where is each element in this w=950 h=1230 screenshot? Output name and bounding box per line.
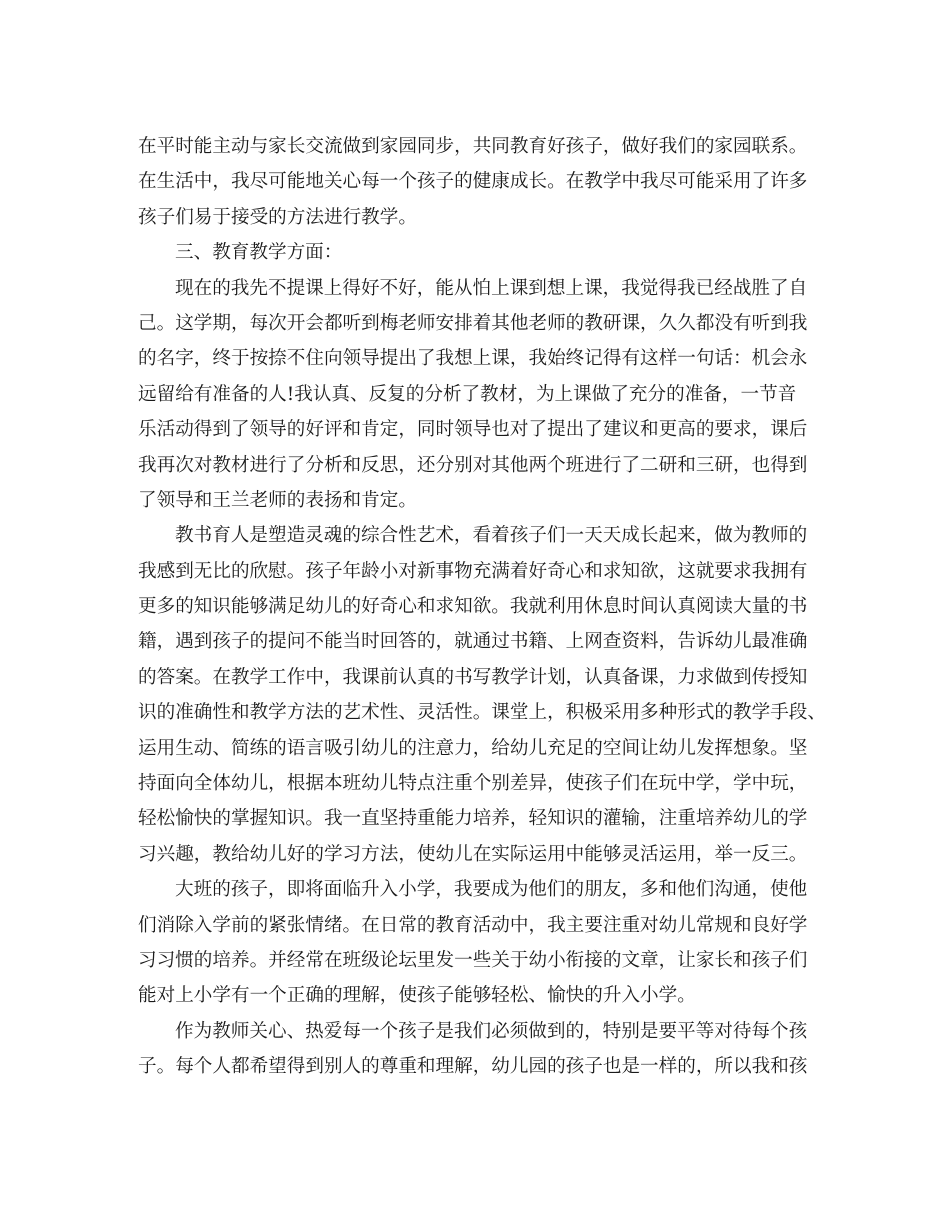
text-line: 现在的我先不提课上得好不好，能从怕上课到想上课，我觉得我已经战胜了自 — [175, 277, 808, 299]
text-line: 在平时能主动与家长交流做到家园同步，共同教育好孩子，做好我们的家园联系。 — [138, 136, 808, 157]
text-line: 我感到无比的欣慰。孩子年龄小对新事物充满着好奇心和求知欲，这就要求我拥有 — [138, 560, 808, 582]
text-line: 子。每个人都希望得到别人的尊重和理解，幼儿园的孩子也是一样的，所以我和孩 — [138, 1056, 808, 1078]
text-line: 己。这学期，每次开会都听到梅老师安排着其他老师的教研课，久久都没有听到我 — [138, 312, 808, 334]
text-line: 作为教师关心、热爱每一个孩子是我们必须做到的，特别是要平等对待每个孩 — [175, 1020, 808, 1042]
text-line: 大班的孩子，即将面临升入小学，我要成为他们的朋友，多和他们沟通，使他 — [175, 879, 808, 901]
text-line: 乐活动得到了领导的好评和肯定，同时领导也对了提出了建议和更高的要求，课后 — [138, 419, 808, 441]
document-body — [138, 129, 826, 1085]
text-line: 远留给有准备的人!我认真、反复的分析了教材，为上课做了充分的准备，一节音 — [138, 383, 797, 405]
text-line: 孩子们易于接受的方法进行教学。 — [138, 206, 417, 228]
text-line: 识的准确性和教学方法的艺术性、灵活性。课堂上，积极采用多种形式的教学手段、 — [138, 702, 826, 724]
text-line: 的名字，终于按捺不住向领导提出了我想上课，我始终记得有这样一句话：机会永 — [138, 348, 808, 370]
text-line: 们消除入学前的紧张情绪。在日常的教育活动中，我主要注重对幼儿常规和良好学 — [138, 914, 808, 936]
text-line: 我再次对教材进行了分析和反思，还分别对其他两个班进行了二研和三研，也得到 — [138, 454, 808, 476]
text-line: 习习惯的培养。并经常在班级论坛里发一些关于幼小衔接的文章，让家长和孩子们 — [138, 949, 808, 971]
text-line: 三、教育教学方面： — [175, 242, 343, 264]
text-line: 的答案。在教学工作中，我课前认真的书写教学计划，认真备课，力求做到传授知 — [138, 666, 808, 688]
text-line: 在生活中，我尽可能地关心每一个孩子的健康成长。在教学中我尽可能采用了许多 — [138, 171, 808, 193]
text-line: 习兴趣，教给幼儿好的学习方法，使幼儿在实际运用中能够灵活运用，举一反三。 — [138, 843, 808, 865]
text-line: 更多的知识能够满足幼儿的好奇心和求知欲。我就利用休息时间认真阅读大量的书 — [138, 596, 808, 618]
text-line: 轻松愉快的掌握知识。我一直坚持重能力培养，轻知识的灌输，注重培养幼儿的学 — [138, 808, 808, 830]
text-line: 运用生动、简练的语言吸引幼儿的注意力，给幼儿充足的空间让幼儿发挥想象。坚 — [138, 737, 808, 759]
text-line: 籍，遇到孩子的提问不能当时回答的，就通过书籍、上网查资料，告诉幼儿最准确 — [138, 631, 808, 653]
text-line: 教书育人是塑造灵魂的综合性艺术，看着孩子们一天天成长起来，做为教师的 — [175, 525, 808, 547]
text-line: 能对上小学有一个正确的理解，使孩子能够轻松、愉快的升入小学。 — [138, 985, 696, 1007]
text-line: 了领导和王兰老师的表扬和肯定。 — [138, 489, 417, 511]
text-line: 持面向全体幼儿，根据本班幼儿特点注重个别差异，使孩子们在玩中学，学中玩， — [138, 773, 808, 795]
